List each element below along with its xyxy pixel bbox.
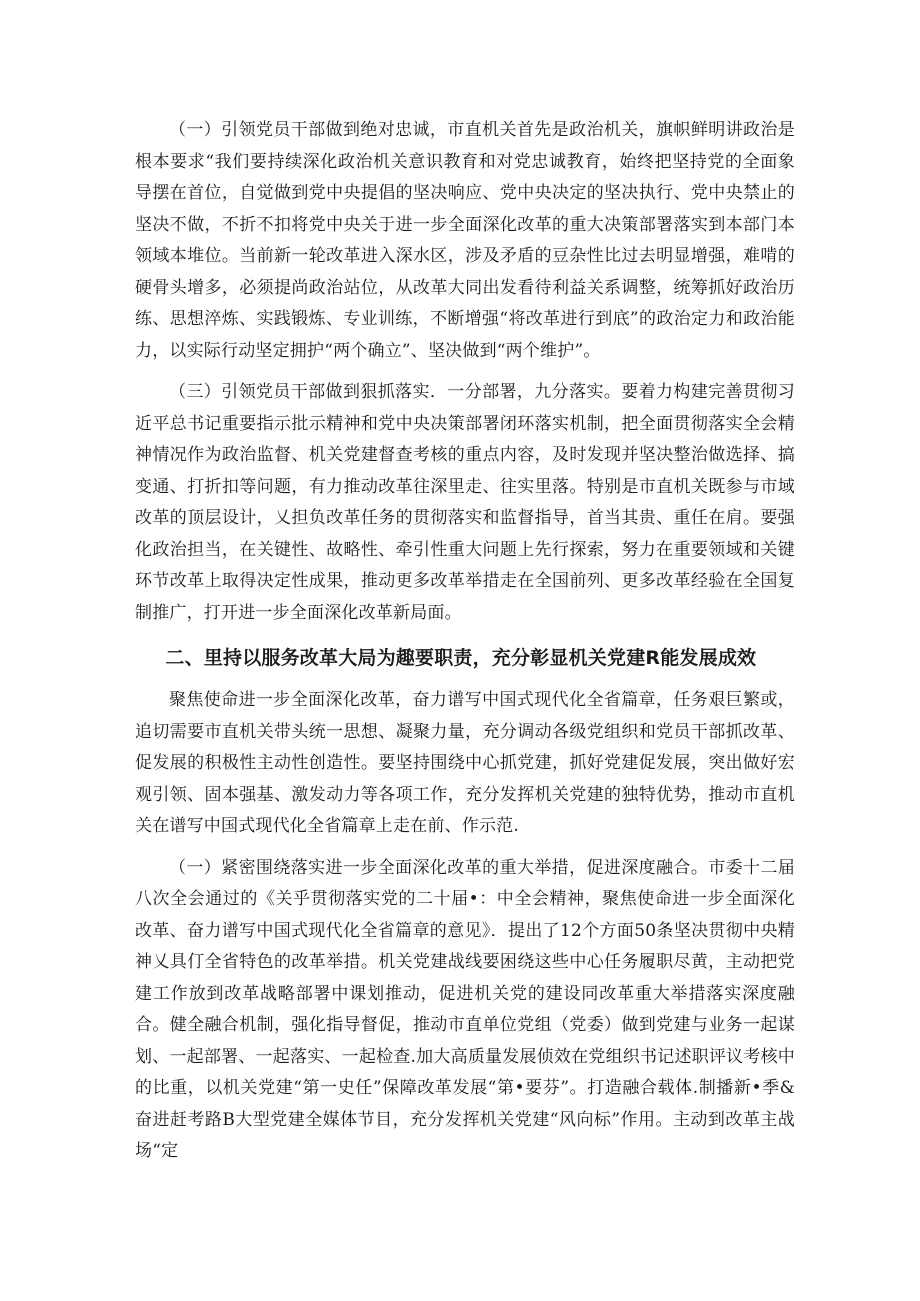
document-page bbox=[135, 115, 795, 1168]
paragraph-section-2-item-1: （一）紧密围绕落实进一步全面深化改革的重大举措，促进深度融合。市委十二届八次全会通过的《关乎贯彻落实党的二十届•：中全会精神，聚焦使命进一步全面深化改革、奋力谱写中国式现代化全省篇章的意见》．提出了12个方面50条坚决贯彻中央精神乂具仃全省特色的改革举措。机关党建战线要困绕这些中心任务履职尽黄，主动把党建工作放到改革战略部署中课划推动，促进机关党的建设同改革重大举措落实深度融合。健全融合机制，强化指导督促，推动市直单位党组（党委）做到党建与业务一起谋划、一起部署、一起落实、一起检查.加大高质量发展侦效在党组织书记述职评议考核中的比重，以机关党建“第一史任”保障改革发展“第•要芬”。打造融合载体.制播新•季&奋进赶考路B大型党建全媒体节目，充分发挥机关党建“风向标”作用。主动到改革主战场“定 bbox=[135, 857, 795, 1161]
paragraph-section-2-intro: 聚焦使命进一步全面深化改革，奋力谱写中国式现代化全省篇章，任务艰巨繁或，追切需要市直机关带头统一思想、凝聚力量，充分调动各级党组织和党员干部抓改革、促发展的积极性主动性创造性。要坚持围绕中心抓党建，抓好党建促发展，突出做好宏观引领、固本强基、激发动力等各项工作，充分发挥机关党建的独特优势，推动市直机关在谱写中国式现代化全省篇章上走在前、作示范. bbox=[135, 690, 795, 836]
paragraph-section-1-item-1: （一）引领党员干部做到绝对忠诚，市直机关首先是政治机关，旗帜鲜明讲政治是根本要求“我们要持续深化政治机关意识教育和对党忠诚教育，始终把坚持党的全面象导摆在首位，自觉做到党中央提倡的坚决响应、党中央决定的坚决执行、党中央禁止的坚决不做，不折不扣将党中央关于进一步全面深化改革的重大决策部署落实到本部门本领域本堆位。当前新一轮改革进入深水区，涉及矛盾的豆杂性比过去明显增强，难啃的硬骨头增多，必须提尚政治站位，从改革大同出发看待利益关系调整，统筹抓好政治历练、思想淬炼、实践锻炼、专业训练，不断增强“将改革进行到底”的政治定力和政治能力，以实际行动坚定拥护“两个确立”、坚决做到“两个维护”。 bbox=[135, 120, 795, 361]
paragraph-section-1-item-3: （三）引领党员干部做到狠抓落实．一分部署，九分落实。要着力构建完善贯彻习近平总书记重要指示批示精神和党中央决策部署闭环落实机制，把全面贯彻落实全会精神情况作为政治监督、机关党建督查考核的重点内容，及时发现并坚决整治做选择、搞变通、打折扣等问题，有力推动改革往深里走、往实里落。特别是市直机关既参与市域改革的顶层设计，乂担负改革任务的贯彻落实和监督指导，首当其贵、重任在肩。要强化政治担当，在关键性、故略性、牵引性重大问题上先行探索，努力在重要领域和关键环节改革上取得决定性成果，推动更多改革举措走在全国前列、更多改革经验在全国复制推广，打开进一步全面深化改革新局面。 bbox=[135, 382, 795, 623]
section-2-heading: 二、里持以服务改革大局为趣要职责，充分彰显机关党建R能发展成效 bbox=[165, 647, 757, 669]
